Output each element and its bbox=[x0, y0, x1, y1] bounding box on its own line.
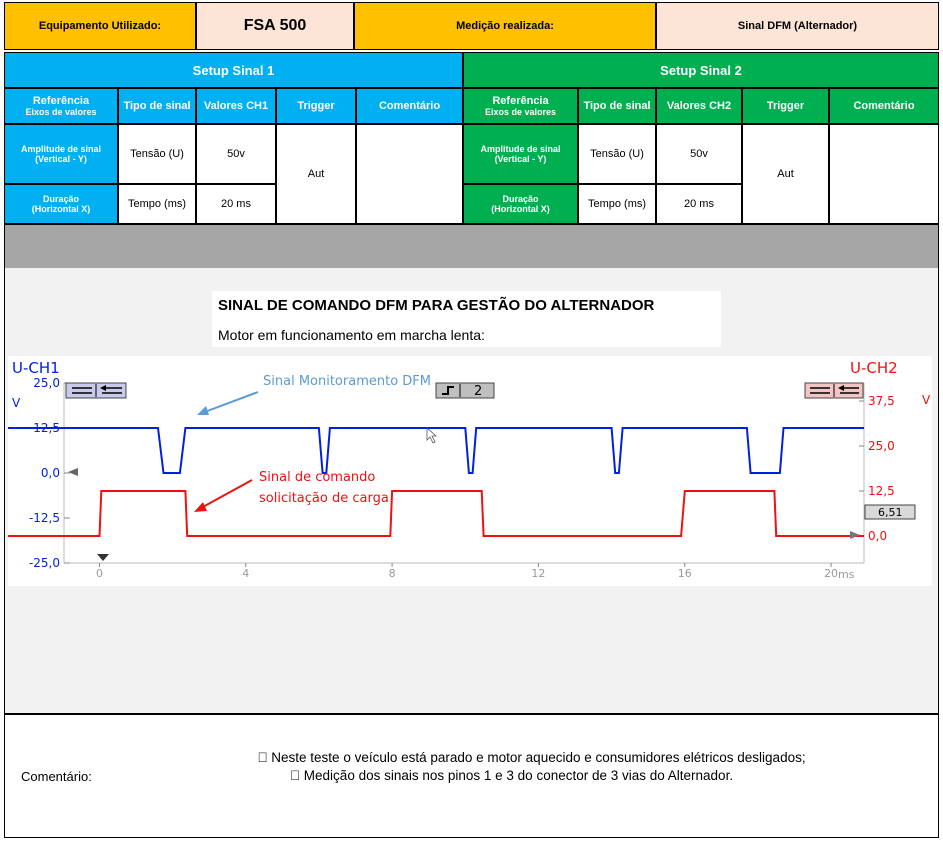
measurement-label: Medição realizada: bbox=[354, 2, 656, 50]
setup1-row1-ref-label: Amplitude de sinal bbox=[20, 144, 101, 154]
setup2-col-ref-label: Referência bbox=[492, 95, 549, 107]
figure-title: SINAL DE COMANDO DFM PARA GESTÃO DO ALTERNADOR bbox=[218, 297, 655, 314]
right-tick-label: 25,0 bbox=[868, 439, 895, 453]
x-tick-label: 0 bbox=[95, 567, 103, 580]
setup1-title: Setup Sinal 1 bbox=[4, 52, 463, 88]
x-tick-label: 8 bbox=[388, 567, 396, 580]
oscilloscope-chart bbox=[8, 356, 932, 586]
setup2-row2-valor: 20 ms bbox=[656, 184, 742, 224]
setup1-col-ref bbox=[4, 88, 118, 124]
setup1-row2-ref-sub: (Horizontal X) bbox=[31, 204, 91, 214]
setup2-row1-ref-label: Amplitude de sinal bbox=[480, 144, 561, 154]
left-tick-label: 25,0 bbox=[33, 376, 60, 390]
setup1-row2-tipo: Tempo (ms) bbox=[118, 184, 196, 224]
setup1-comment-cell bbox=[356, 124, 463, 224]
x-tick-label: 4 bbox=[242, 567, 250, 580]
setup2-row2-ref-label: Duração bbox=[502, 194, 539, 204]
setup1-col-trigger: Trigger bbox=[276, 88, 356, 124]
setup1-col-ref-label: Referência bbox=[32, 95, 90, 107]
setup2-row2-ref bbox=[463, 184, 578, 224]
setup2-row1-ref bbox=[463, 124, 578, 184]
cursor-value-box bbox=[865, 505, 915, 519]
setup2-row2-tipo: Tempo (ms) bbox=[578, 184, 656, 224]
setup1-row1-ref-sub: (Vertical - Y) bbox=[35, 154, 87, 164]
setup2-row1-tipo: Tensão (U) bbox=[578, 124, 656, 184]
setup1-col-comentario: Comentário bbox=[356, 88, 463, 124]
measurement-value: Sinal DFM (Alternador) bbox=[656, 2, 939, 50]
setup2-title: Setup Sinal 2 bbox=[463, 52, 939, 88]
setup1-row1-valor: 50v bbox=[196, 124, 276, 184]
annotation-dfm: Sinal Monitoramento DFM bbox=[263, 374, 431, 389]
left-unit: V bbox=[12, 396, 21, 410]
setup2-row2-ref-sub: (Horizontal X) bbox=[491, 204, 550, 214]
setup2-col-comentario: Comentário bbox=[829, 88, 939, 124]
setup2-col-valores: Valores CH2 bbox=[656, 88, 742, 124]
annotation-cmd-line1: Sinal de comando bbox=[259, 470, 376, 485]
ch2-scale-button[interactable] bbox=[805, 383, 863, 398]
trigger-value: 2 bbox=[474, 384, 483, 399]
cursor-value: 6,51 bbox=[878, 506, 903, 519]
left-tick-label: 0,0 bbox=[40, 466, 60, 480]
setup1-row2-valor: 20 ms bbox=[196, 184, 276, 224]
x-tick-label: 20 bbox=[824, 567, 839, 580]
setup2-col-ref bbox=[463, 88, 578, 124]
comment-section bbox=[4, 713, 939, 838]
annotation-cmd-line2: solicitação de carga bbox=[259, 491, 389, 506]
setup1-row1-ref bbox=[4, 124, 118, 184]
comment-label: Comentário: bbox=[21, 769, 92, 784]
setup1-col-ref-sub: Eixos de valores bbox=[25, 107, 97, 117]
x-tick-label: 16 bbox=[677, 567, 692, 580]
setup1-row2-ref bbox=[4, 184, 118, 224]
comment-text bbox=[5, 749, 938, 785]
comment-line-2: Medição dos sinais nos pinos 1 e 3 do conector de 3 vias do Alternador. bbox=[296, 768, 727, 783]
setup2-col-tipo: Tipo de sinal bbox=[578, 88, 656, 124]
setup1-row1-tipo: Tensão (U) bbox=[118, 124, 196, 184]
setup2-col-ref-sub: Eixos de valores bbox=[484, 107, 557, 117]
setup2-col-trigger: Trigger bbox=[742, 88, 829, 124]
setup2-row1-valor: 50v bbox=[656, 124, 742, 184]
setup2-comment-cell bbox=[829, 124, 939, 224]
section-divider bbox=[4, 224, 939, 268]
x-tick-label: 12 bbox=[531, 567, 546, 580]
right-tick-label: 0,0 bbox=[868, 529, 888, 543]
left-axis-label: U-CH1 bbox=[12, 359, 60, 377]
left-tick-label: -12,5 bbox=[28, 511, 60, 525]
right-tick-label: 37,5 bbox=[868, 394, 895, 408]
equipment-label: Equipamento Utilizado: bbox=[4, 2, 196, 50]
setup2-trigger-value: Aut bbox=[742, 124, 829, 224]
right-unit: V bbox=[922, 393, 931, 407]
right-axis-label: U-CH2 bbox=[850, 359, 898, 377]
setup1-trigger-value: Aut bbox=[276, 124, 356, 224]
setup1-col-tipo: Tipo de sinal bbox=[118, 88, 196, 124]
setup2-row1-ref-sub: (Vertical - Y) bbox=[494, 154, 547, 164]
x-unit: ms bbox=[838, 568, 855, 581]
equipment-value: FSA 500 bbox=[196, 2, 354, 50]
comment-line-1: Neste teste o veículo está parado e motor aquecido e consumidores elétricos desligados; bbox=[264, 750, 799, 765]
figure-caption bbox=[212, 291, 721, 347]
setup1-col-valores: Valores CH1 bbox=[196, 88, 276, 124]
trigger-indicator[interactable] bbox=[436, 383, 494, 399]
left-tick-label: 12,5 bbox=[33, 421, 60, 435]
figure-subtitle: Motor em funcionamento em marcha lenta: bbox=[218, 327, 485, 343]
left-tick-label: -25,0 bbox=[28, 556, 60, 570]
setup1-row2-ref-label: Duração bbox=[42, 194, 79, 204]
right-tick-label: 12,5 bbox=[868, 484, 895, 498]
ch1-scale-button[interactable] bbox=[66, 383, 126, 398]
